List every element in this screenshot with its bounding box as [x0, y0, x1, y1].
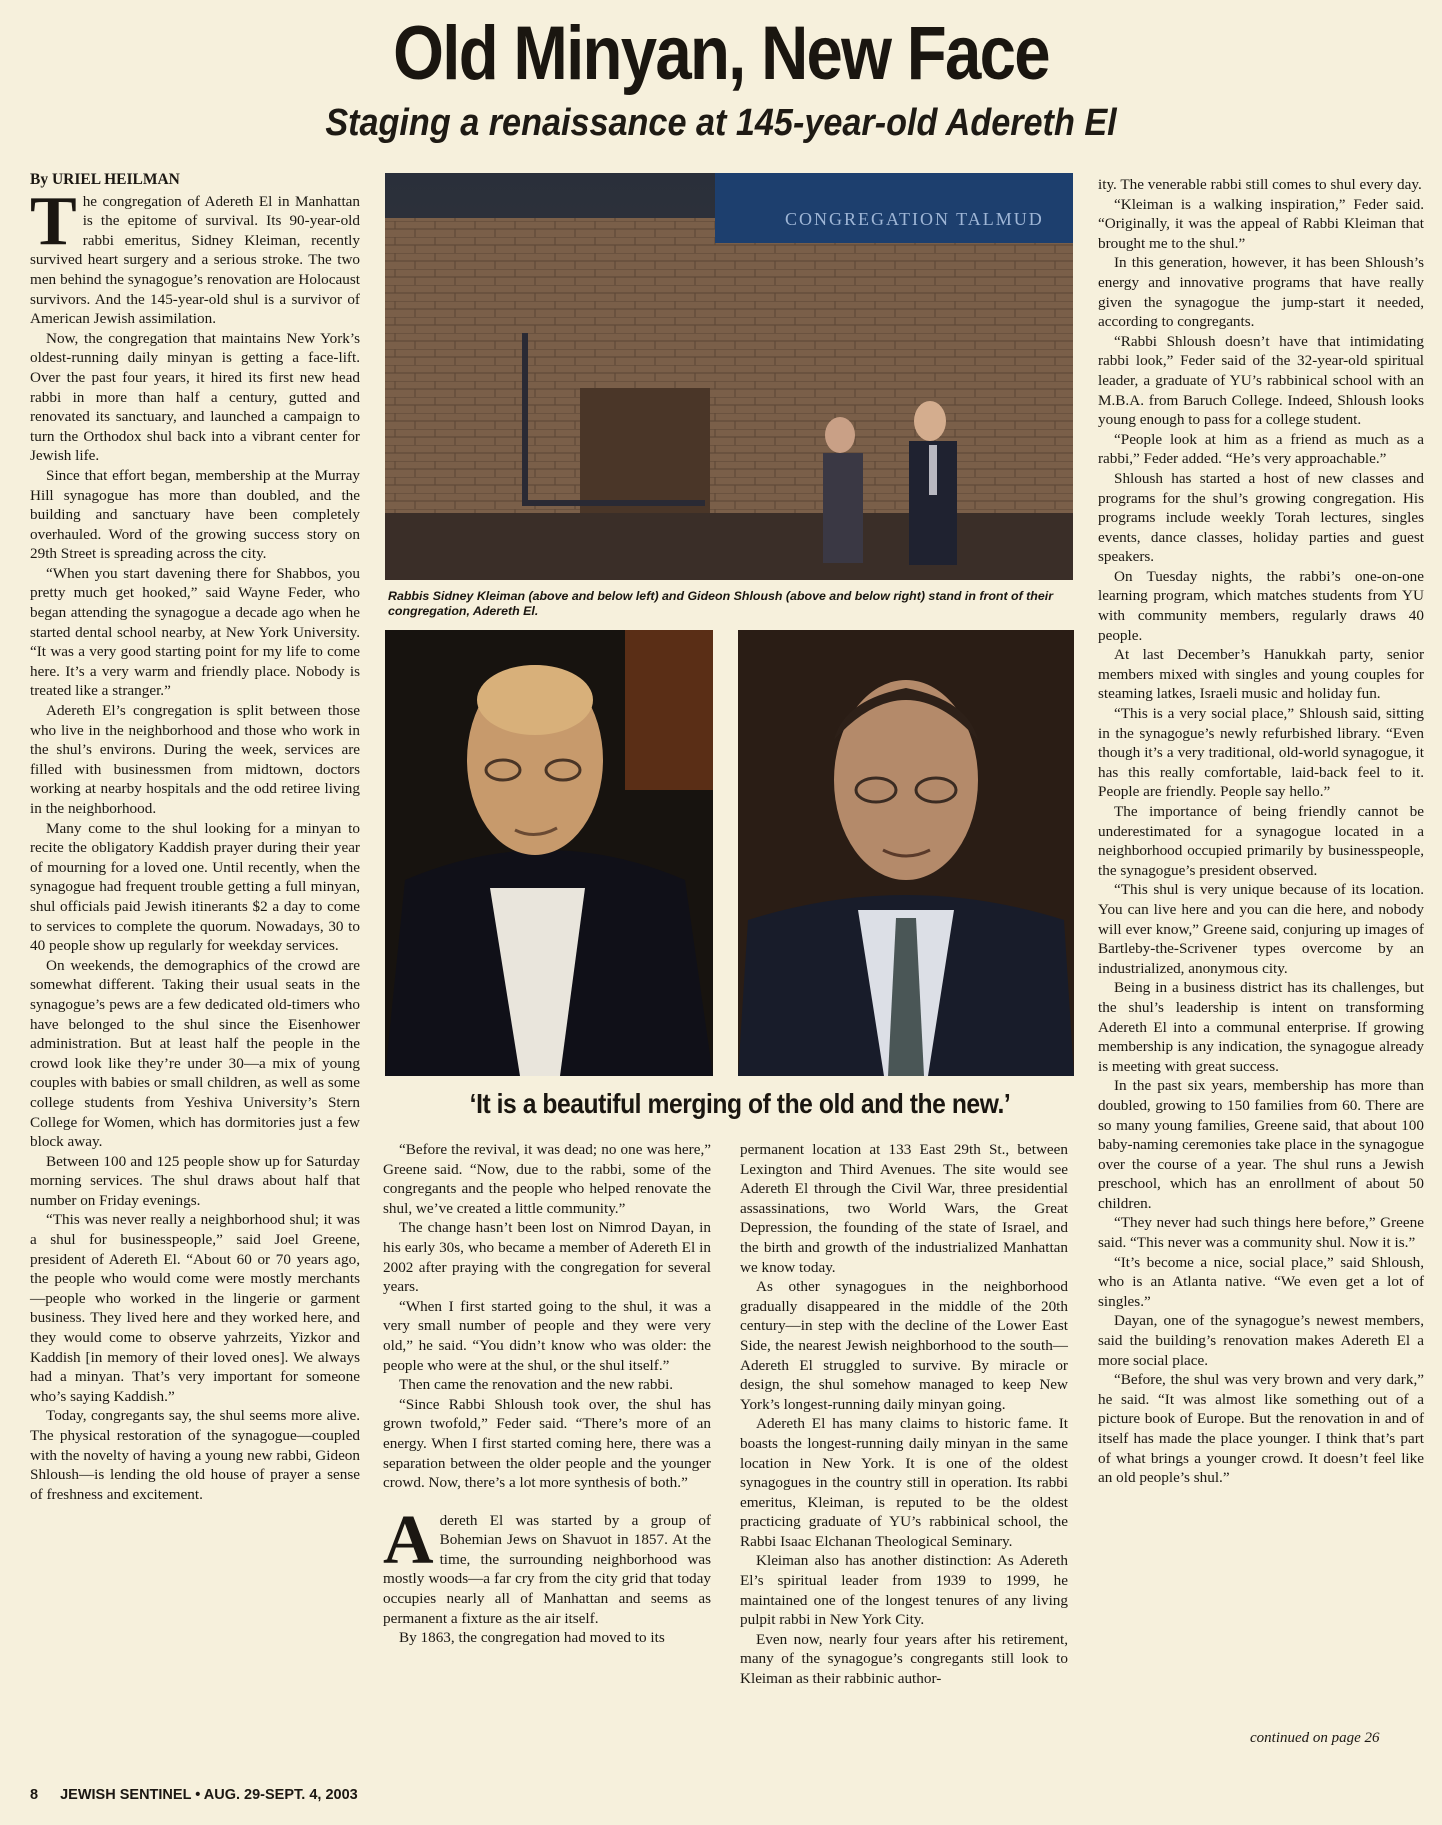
paragraph: “Rabbi Shloush doesn’t have that intimidating rabbi look,” Feder said of the 32-year-old spiritual leader, a graduate of YU’s rabbinical school with an M.B.A. from Baruch College. Indeed, Shloush looks young enough to pass for a college student.: [1098, 332, 1424, 429]
paragraph: At last December’s Hanukkah party, senior members mixed with singles and young couples for steaming latkes, Israeli music and holiday fun.: [1098, 646, 1424, 703]
paragraph: Many come to the shul looking for a minyan to recite the obligatory Kaddish prayer during their year of mourning for a loved one. Until recently, when the synagogue had frequent trouble getting a full minyan, shul officials paid Jewish itinerants $2 a day to come to services to complete the quorum. Nowadays, 30 to 40 people show up regularly for weekday services.: [30, 819, 360, 955]
pull-quote: ‘It is a beautiful merging of the old and the new.’: [469, 1088, 1011, 1119]
article-column-2: [383, 1140, 711, 1648]
paragraph: permanent location at 133 East 29th St., between Lexington and Third Avenues. The site would see Adereth El through the Civil War, three presidential assassinations, two World Wars, the Great Depression, the founding of the state of Israel, and the birth and growth of the industrialized Manhattan we know today.: [740, 1141, 1068, 1276]
paragraph: As other synagogues in the neighborhood gradually disappeared in the middle of the 20th century—in step with the decline of the Lower East Side, the nearest Jewish neighborhood to the south—Adereth El struggled to survive. By miracle or design, the shul somehow managed to keep New York’s longest-running daily minyan going.: [740, 1278, 1068, 1413]
paragraph: “People look at him as a friend as much as a rabbi,” Feder added. “He’s very approachable.”: [1098, 430, 1424, 468]
paragraph: “Since Rabbi Shloush took over, the shul has grown twofold,” Feder said. “There’s more of an energy. When I first started coming here, there was a separation between the older people and the younger crowd. Now, there’s a lot more synthesis of both.”: [383, 1395, 711, 1492]
headline: Old Minyan, New Face: [393, 11, 1049, 96]
paragraph: ity. The venerable rabbi still comes to shul every day.: [1098, 176, 1422, 193]
paragraph: Now, the congregation that maintains New York’s oldest-running daily minyan is getting a face-lift. Over the past four years, it hired its first new head rabbi in more than half a century, gutted and renovated its sanctuary, and launched a campaign to turn the Orthodox shul back into a vibrant center for Jewish life.: [30, 329, 360, 465]
paragraph: In the past six years, membership has more than doubled, growing to 150 families from 60. There are so many young families, Greene said, that about 100 baby-naming ceremonies take place in the synagogue over the course of a year. The shul runs a Jewish preschool, which has an enrollment of about 50 children.: [1098, 1077, 1424, 1212]
page-number: 8: [30, 1787, 39, 1803]
byline: By URIEL HEILMAN: [30, 171, 180, 188]
paragraph: The change hasn’t been lost on Nimrod Dayan, in his early 30s, who became a member of Adereth El in 2002 after praying with the congregation for several years.: [383, 1219, 711, 1296]
paragraph: “Before the revival, it was dead; no one was here,” Greene said. “Now, due to the rabbi, some of the congregants and the people who helped renovate the shul, we’ve created a little community.”: [383, 1141, 711, 1217]
paragraph: In this generation, however, it has been Shloush’s energy and innovative programs that have really given the synagogue the jump-start it needed, according to congregants.: [1098, 254, 1424, 331]
paragraph: By 1863, the congregation had moved to its: [399, 1629, 665, 1647]
paragraph: “This shul is very unique because of its location. You can live here and you can die here, and nobody will ever know,” Greene said, conjuring up images of Bartleby-the-Scrivener types overcome by an industrialized, anonymous city.: [1098, 881, 1424, 977]
page-footer: [30, 1787, 358, 1803]
sign-text: CONGREGATION TALMUD: [785, 209, 1044, 229]
paragraph: Shloush has started a host of new classes and programs for the shul’s growing congregation. His programs include weekly Torah lectures, singles events, dance classes, holiday parties and guest speakers.: [1098, 469, 1424, 566]
paragraph: The importance of being friendly cannot be underestimated for a synagogue located in a neighborhood occupied primarily by businesspeople, the synagogue’s president observed.: [1098, 803, 1424, 879]
photo-caption: Rabbis Sidney Kleiman (above and below left) and Gideon Shloush (above and below right) stand in front of their congregation, Adereth El.: [388, 589, 1054, 618]
paragraph: “It’s become a nice, social place,” said Shloush, who is an Atlanta native. “We even get a lot of singles.”: [1098, 1253, 1424, 1310]
paragraph: Then came the renovation and the new rabbi.: [399, 1376, 674, 1394]
paragraph: “They never had such things here before,” Greene said. “This never was a community shul. Now it is.”: [1098, 1214, 1424, 1252]
paragraph: Since that effort began, membership at the Murray Hill synagogue has more than doubled, and the building and sanctuary have been completely overhauled. Word of the growing success story on 29th Street is spreading across the city.: [30, 466, 360, 563]
photo-rabbi-kleiman: [385, 630, 713, 1076]
article-column-3: [740, 1140, 1068, 1689]
paragraph: Being in a business district has its challenges, but the shul’s leadership is intent on transforming Adereth El into a communal enterprise. If growing membership is any indication, the synagogue already is meeting with great success.: [1098, 979, 1424, 1075]
article-column-4: [1098, 175, 1424, 1488]
paragraph: “This is a very social place,” Shloush said, sitting in the synagogue’s newly refurbished library. “Even though it’s a very traditional, old-world synagogue, it has this really comfortable, laid-back feel to it. People are friendly. People say hello.”: [1098, 705, 1424, 801]
deck-subtitle: Staging a renaissance at 145-year-old Adereth El: [325, 102, 1117, 144]
paragraph: Adereth El’s congregation is split between those who live in the neighborhood and those who work in the shul’s environs. During the week, services are filled with businessmen from midtown, doctors working at nearby hospitals and the odd retiree living in the neighborhood.: [30, 702, 360, 817]
paragraph: “When you start davening there for Shabbos, you pretty much get hooked,” said Wayne Feder, who began attending the synagogue a decade ago when he started dental school nearby, at New York University. “It was a very good starting point for my life to come here. It’s a very warm and friendly place. Nobody is treated like a stranger.”: [30, 564, 360, 700]
paragraph: Adereth El was started by a group of Bohemian Jews on Shavuot in 1857. At the time, the surrounding neighborhood was mostly woods—a far cry from the city grid that today occupies nearly all of Manhattan and seems as permanent a fixture as the air itself.: [383, 1501, 711, 1627]
dropcap: A: [383, 1501, 434, 1579]
paragraph: Kleiman also has another distinction: As Adereth El’s spiritual leader from 1939 to 1999, he maintained one of the longest tenures of any living pulpit rabbi in New York City.: [740, 1552, 1068, 1629]
article-column-1: [30, 170, 360, 1504]
paragraph: Adereth El has many claims to historic fame. It boasts the longest-running daily minyan in the same location in New York. It is one of the oldest synagogues in the country still in operation. Its rabbi emeritus, Kleiman, is reputed to be the oldest practicing graduate of YU’s rabbinical school, the Rabbi Isaac Elchanan Theological Seminary.: [740, 1415, 1068, 1550]
paragraph: The congregation of Adereth El in Manhattan is the epitome of survival. Its 90-year-old rabbi emeritus, Sidney Kleiman, recently survived heart surgery and a serious stroke. The two men behind the synagogue’s renovation are Holocaust survivors. And the 145-year-old shul is a survivor of American Jewish assimilation.: [30, 182, 360, 328]
paragraph: “Kleiman is a walking inspiration,” Feder said. “Originally, it was the appeal of Rabbi Kleiman that brought me to the shul.”: [1098, 195, 1424, 252]
paragraph: “When I first started going to the shul, it was a very small number of people and they were very old,” he said. “You didn’t know who was older: the people who were at the shul, or the shul itself.”: [383, 1297, 711, 1374]
paragraph: Dayan, one of the synagogue’s newest members, said the building’s renovation makes Adereth El a more social place.: [1098, 1312, 1424, 1369]
paragraph: Between 100 and 125 people show up for Saturday morning services. The shul draws about half that number on Friday evenings.: [30, 1152, 360, 1209]
photo-synagogue-exterior: [385, 173, 1073, 580]
paragraph: Today, congregants say, the shul seems more alive. The physical restoration of the synagogue—coupled with the novelty of having a young new rabbi, Gideon Shloush—is lending the old house of prayer a sense of freshness and excitement.: [30, 1407, 360, 1503]
paragraph: “This was never really a neighborhood shul; it was a shul for businesspeople,” said Joel Greene, president of Adereth El. “About 60 or 70 years ago, the people who would come were mostly merchants—people who worked in the lingerie or garment business. They lived here and they worked here, and they would come to observe yahrzeits, Yizkor and Kaddish [in memory of their loved ones]. We always had a minyan. That’s very important for someone who’s saying Kaddish.”: [30, 1211, 360, 1405]
continued-line: continued on page 26: [1250, 1730, 1380, 1746]
publication-line: JEWISH SENTINEL • AUG. 29-SEPT. 4, 2003: [60, 1787, 358, 1803]
paragraph: On Tuesday nights, the rabbi’s one-on-one learning program, which matches students from YU with community members, regularly draws 40 people.: [1098, 567, 1424, 644]
paragraph: On weekends, the demographics of the crowd are somewhat different. Taking their usual seats in the synagogue’s pews are a few dedicated old-timers who have belonged to the shul since the Eisenhower administration. But at least half the people in the crowd look like they’re under 30—a mix of young couples with babies or small children, as well as some college students from Yeshiva University’s Stern College for Women, which has dormitories just a few block away.: [30, 956, 360, 1151]
paragraph: Even now, nearly four years after his retirement, many of the synagogue’s congregants still look to Kleiman as their rabbinic author-: [740, 1630, 1068, 1688]
paragraph: “Before, the shul was very brown and very dark,” he said. “It was almost like something out of a picture book of Europe. But the renovation in and of itself has made the place younger. I think that’s part of what brings a younger crowd. It doesn’t feel like an old people’s shul.”: [1098, 1371, 1424, 1487]
dropcap: T: [30, 182, 77, 260]
photo-rabbi-shloush: [738, 630, 1074, 1076]
